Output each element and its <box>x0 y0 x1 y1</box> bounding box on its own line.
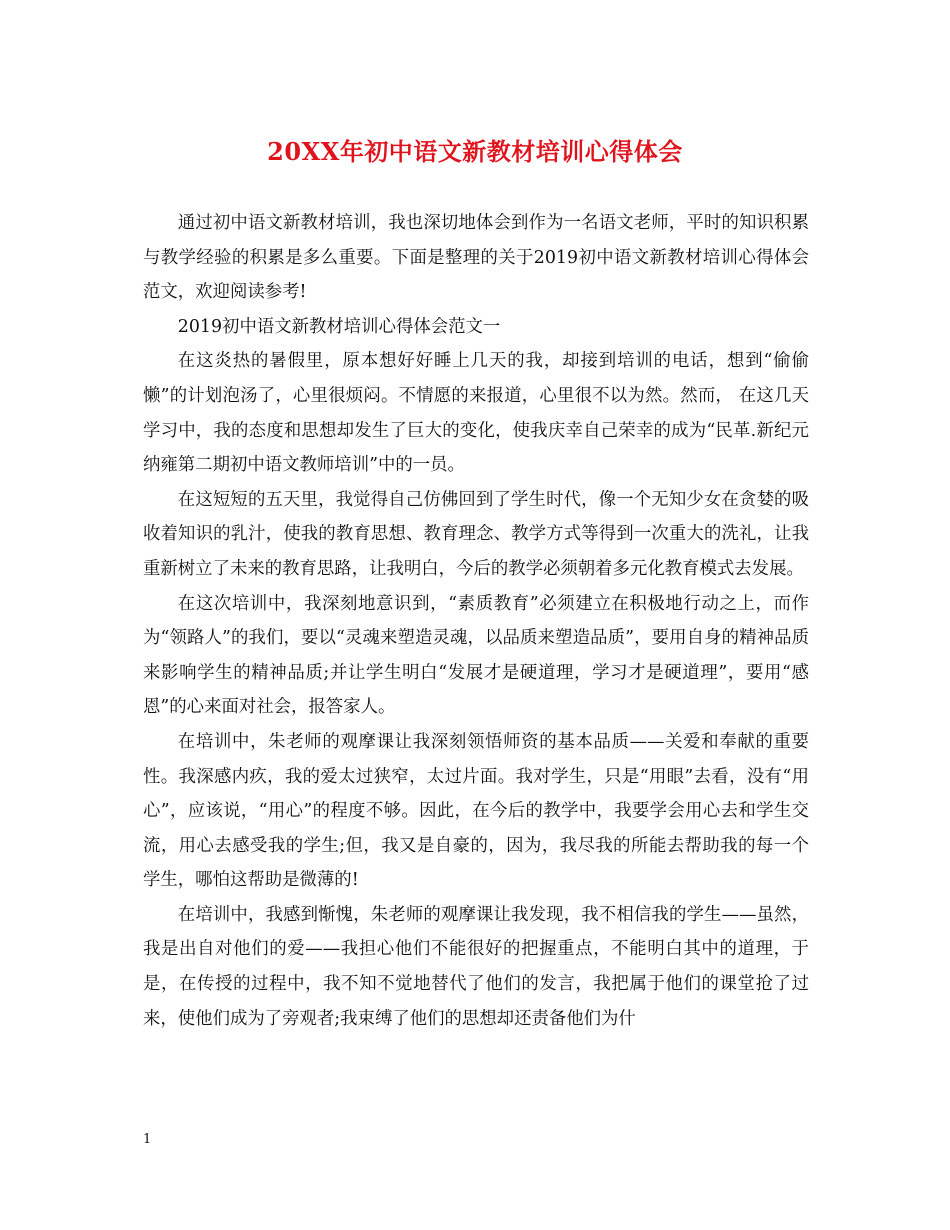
paragraph-5: 在培训中，我感到惭愧，朱老师的观摩课让我发现，我不相信我的学生——虽然，我是出自对他们的爱——我担心他们不能很好的把握重点，不能明白其中的道理，于是，在传授的过程中，我不知不觉地替代了他们的发言，我把属于他们的课堂抢了过来，使他们成为了旁观者;我束缚了他们的思想却还责备他们为什 <box>143 904 809 1029</box>
paragraph-subheading: 2019初中语文新教材培训心得体会范文一 <box>177 316 501 337</box>
paragraph-3: 在这次培训中，我深刻地意识到，“素质教育”必须建立在积极地行动之上，而作为“领路人”的我们，要以“灵魂来塑造灵魂，以品质来塑造品质”，要用自身的精神品质来影响学生的精神品质;并让学生明白“发展才是硬道理，学习才是硬道理”，要用“感恩”的心来面对社会，报答家人。 <box>143 593 809 718</box>
document-title: 20XX年初中语文新教材培训心得体会 <box>267 137 683 166</box>
paragraph-2: 在这短短的五天里，我觉得自己仿佛回到了学生时代，像一个无知少女在贪婪的吸收着知识的乳汁，使我的教育思想、教育理念、教学方式等得到一次重大的洗礼，让我重新树立了未来的教育思路，让我明白，今后的教学必须朝着多元化教育模式去发展。 <box>143 489 809 579</box>
paragraph-4: 在培训中，朱老师的观摩课让我深刻领悟师资的基本品质——关爱和奉献的重要性。我深感内疚，我的爱太过狭窄，太过片面。我对学生，只是“用眼”去看，没有“用心”，应该说，“用心”的程度不够。因此，在今后的教学中，我要学会用心去和学生交流，用心去感受我的学生;但，我又是自豪的，因为，我尽我的所能去帮助我的每一个学生，哪怕这帮助是微薄的! <box>143 731 809 891</box>
document-body <box>143 206 809 1036</box>
paragraph-intro: 通过初中语文新教材培训，我也深切地体会到作为一名语文老师，平时的知识积累与教学经验的积累是多么重要。下面是整理的关于2019初中语文新教材培训心得体会范文，欢迎阅读参考! <box>143 213 809 303</box>
page-number: 1 <box>143 1132 152 1147</box>
paragraph-1: 在这炎热的暑假里，原本想好好睡上几天的我，却接到培训的电话，想到“偷偷懒”的计划泡汤了，心里很烦闷。不情愿的来报道，心里很不以为然。然而， 在这几天学习中，我的态度和思想却发生了巨大的变化，使我庆幸自己荣幸的成为“民革.新纪元纳雍第二期初中语文教师培训”中的一员。 <box>143 351 809 476</box>
